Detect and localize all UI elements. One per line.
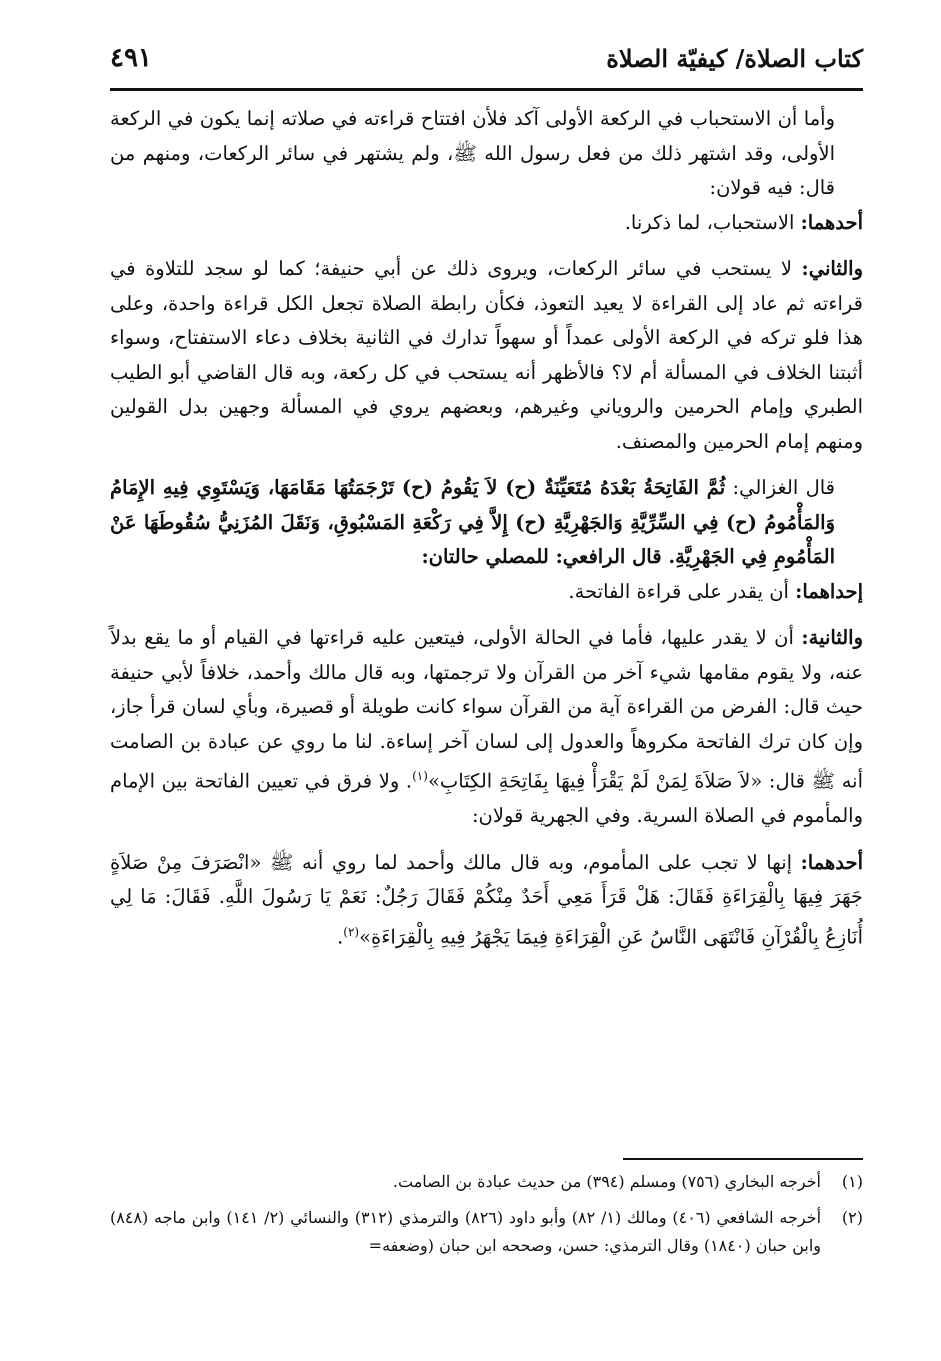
paragraph <box>110 621 863 834</box>
paragraph-lead: إحداهما: <box>795 579 863 603</box>
footnote-reference: (٢) <box>343 924 360 939</box>
footnote-reference: (١) <box>412 769 428 783</box>
paragraph <box>110 846 863 955</box>
paragraph-text: أن يقدر على قراءة الفاتحة. <box>568 579 796 603</box>
paragraph-lead: أحدهما: <box>800 850 863 874</box>
paragraph <box>110 252 863 459</box>
paragraph-text: الاستحباب، لما ذكرنا. <box>624 210 801 234</box>
page-number: ٤٩١ <box>110 43 152 73</box>
paragraph-text: أن لا يقدر عليها، فأما في الحالة الأولى، فيتعين عليه قراءتها في القيام أو ما يقع بدلاً عنه، ولا يقوم مقامها شيء آخر من القرآن ولا ترجمتها، وبه قال مالك وأحمد، خلافاً لأبي حنيفة حيث قال: الفرض من القراءة آية من القرآن سواء كانت طويلة أو قصيرة، وبأي لسان قرأ جاز، وإن كان ترك الفاتحة مكروهاً والعدول إلى لسان آخر إساءة. لنا ما روي عن عبادة بن الصامت أنه ﷺ قال: «لاَ صَلاَةَ لِمَنْ لَمْ يَقْرَأْ فِيهَا بِفَاتِحَةِ الكِتَابِ» <box>110 626 863 793</box>
footnote <box>110 1204 863 1260</box>
paragraph-text: قال الرافعي: للمصلي حالتان: <box>421 545 669 568</box>
paragraph-lead: قال الغزالي: <box>725 476 835 499</box>
paragraph-lead: والثانية: <box>801 626 863 649</box>
paragraph-text: . <box>337 925 344 948</box>
paragraph-text: وأما أن الاستحباب في الركعة الأولى آكد فلأن افتتاح قراءته في صلاته إنما يكون في الركعة الأولى، وقد اشتهر ذلك من فعل رسول الله ﷺ، ولم يشتهر في سائر الركعات، ومنهم من قال: فيه قولان: <box>110 107 835 199</box>
ghazali-quote: ثُمَّ الفَاتِحَةُ بَعْدَهُ مُتَعَيِّنَةٌ (ح) لاَ يَقُومُ (ح) تَرْجَمَتُهَا مَقَامَهَا، وَيَسْتَوِي فِيهِ الإِمَامُ وَالمَأْمُومُ (ح) فِي السِّرِّيَّةِ وَالجَهْرِيَّةِ (ح) إِلاَّ فِي رَكْعَةِ المَسْبُوقِ، وَنَقَلَ المُزَنِيُّ سُقُوطَهَا عَنْ المَأْمُومِ فِي الجَهْرِيَّةِ. <box>110 476 835 568</box>
header-rule <box>110 88 863 91</box>
paragraph <box>110 102 863 206</box>
paragraph-text: . ولا فرق في تعيين الفاتحة بين الإمام والمأموم في الصلاة السرية. وفي الجهرية قولان: <box>110 769 863 827</box>
paragraph-lead: أحدهما: <box>800 210 863 234</box>
page-header <box>110 30 863 86</box>
footnotes <box>110 1168 863 1268</box>
paragraph <box>110 471 863 575</box>
footnote-number: (٢) <box>841 1208 863 1227</box>
running-title: كتاب الصلاة/ كيفيّة الصلاة <box>606 43 863 73</box>
main-text <box>110 102 863 955</box>
footnote-text: أخرجه الشافعي (٤٠٦) ومالك (١/ ٨٢) وأبو داود (٨٢٦) والترمذي (٣١٢) والنسائي (٢/ ١٤١) وابن ماجه (٨٤٨) وابن حبان (١٨٤٠) وقال الترمذي: حسن، وصححه ابن حبان (وضعفه= <box>110 1208 822 1255</box>
paragraph-text: لا يستحب في سائر الركعات، ويروى ذلك عن أبي حنيفة؛ كما لو سجد للتلاوة في قراءته ثم عاد إلى القراءة لا يعيد التعوذ، فكأن رابطة الصلاة تجعل الكل قراءة واحدة، وعلى هذا فلو تركه في الركعة الأولى عمداً أو سهواً تدارك في الثانية بخلاف دعاء الاستفتاح، وسواء أثبتنا الخلاف في المسألة أم لا؟ فالأظهر أنه يستحب في كل ركعة، وبه قال القاضي أبو الطيب الطبري وإمام الحرمين والروياني وغيرهم، وبعضهم يروي في المسألة وجهين بدل القولين ومنهم إمام الحرمين والمصنف. <box>110 257 863 453</box>
footnote-number: (١) <box>841 1172 863 1191</box>
paragraph <box>110 206 863 241</box>
paragraph <box>110 575 863 610</box>
footnote-rule <box>623 1158 863 1160</box>
footnote <box>110 1168 863 1196</box>
paragraph-text: إنها لا تجب على المأموم، وبه قال مالك وأحمد لما روي أنه ﷺ «انْصَرَفَ مِنْ صَلاَةٍ جَهَرَ فِيهَا بِالْقِرَاءَةِ فَقَالَ: هَلْ قَرَأَ مَعِي أَحَدٌ مِنْكُمْ فَقَالَ رَجُلٌ: نَعَمْ يَا رَسُولَ اللَّهِ. فَقَالَ: مَا لِي أُنَازِعُ بِالْقُرْآنِ فَانْتَهَى النَّاسُ عَنِ الْقِرَاءَةِ فِيمَا يَجْهَرُ فِيهِ بِالْقِرَاءَةِ» <box>110 850 863 948</box>
footnote-text: أخرجه البخاري (٧٥٦) ومسلم (٣٩٤) من حديث عبادة بن الصامت. <box>392 1172 821 1191</box>
paragraph-lead: والثاني: <box>801 257 863 280</box>
